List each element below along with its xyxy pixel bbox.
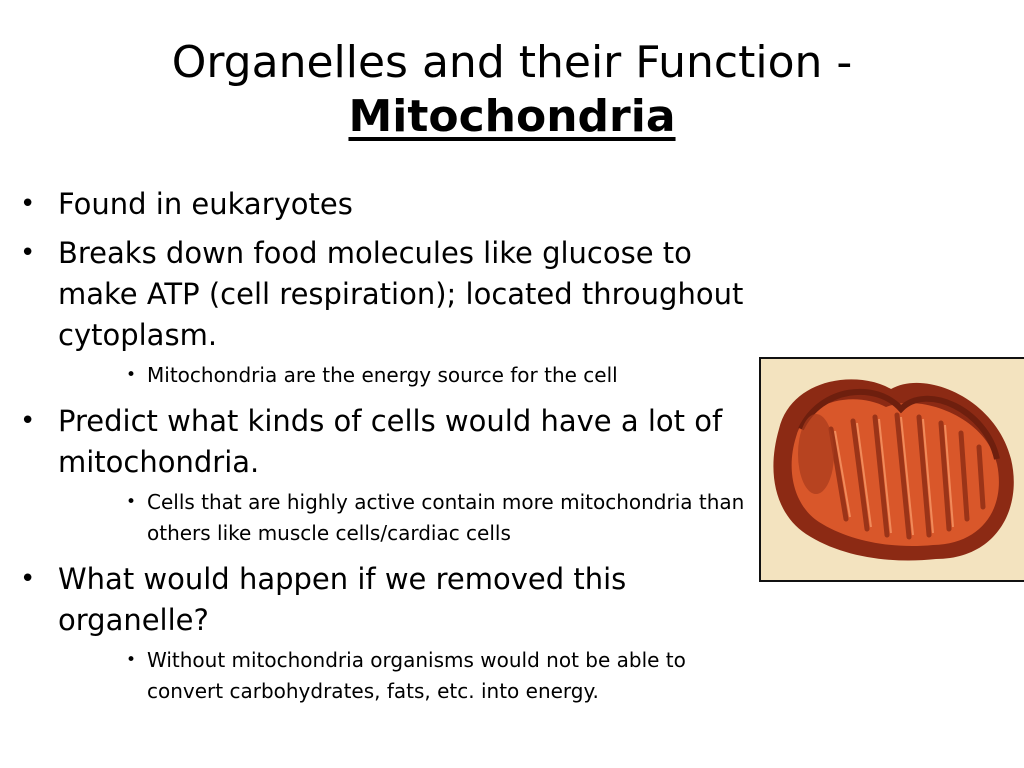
sub-bullet-text: Mitochondria are the energy source for the cell xyxy=(147,363,618,387)
bullet-text: Breaks down food molecules like glucose to make ATP (cell respiration); located throughout cytoplasm. xyxy=(58,236,744,352)
bullet-item-4 xyxy=(18,559,758,641)
title-line-2: Mitochondria xyxy=(348,91,676,142)
sub-bullet-dot: • xyxy=(126,650,137,670)
bullet-text: Found in eukaryotes xyxy=(58,187,353,221)
bullet-list xyxy=(18,184,758,717)
sub-bullet-item-4 xyxy=(126,645,758,707)
sub-bullet-item-3 xyxy=(126,487,758,549)
bullet-item-1 xyxy=(18,184,758,225)
mitochondria-image xyxy=(759,357,1024,582)
bullet-dot: • xyxy=(20,406,36,436)
bullet-dot: • xyxy=(20,189,36,219)
slide-title xyxy=(60,36,964,144)
bullet-dot: • xyxy=(20,238,36,268)
sub-bullet-dot: • xyxy=(126,365,137,385)
bullet-item-2 xyxy=(18,233,758,356)
bullet-text: What would happen if we removed this organelle? xyxy=(58,562,627,637)
sub-bullet-text: Cells that are highly active contain more mitochondria than others like muscle cells/cardiac cells xyxy=(147,490,745,545)
sub-bullet-item-2 xyxy=(126,360,758,391)
sub-bullet-dot: • xyxy=(126,492,137,512)
title-line-1: Organelles and their Function - xyxy=(171,37,853,88)
mitochondria-icon xyxy=(761,359,1024,580)
sub-bullet-text: Without mitochondria organisms would not be able to convert carbohydrates, fats, etc. into energy. xyxy=(147,648,686,703)
bullet-dot: • xyxy=(20,564,36,594)
bullet-item-3 xyxy=(18,401,758,483)
bullet-text: Predict what kinds of cells would have a lot of mitochondria. xyxy=(58,404,723,479)
